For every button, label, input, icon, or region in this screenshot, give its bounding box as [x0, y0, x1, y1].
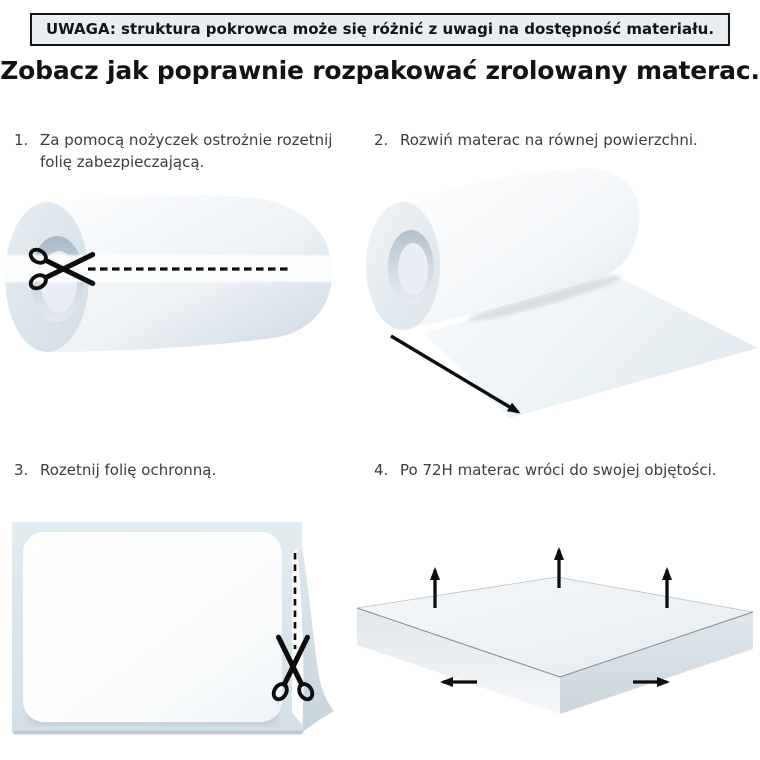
step-4-label [374, 459, 760, 481]
step-2-number: 2. [374, 131, 389, 149]
mattress-top-view [23, 532, 282, 722]
step-2-label [374, 129, 760, 151]
illustration-rolled-mattress-cut [0, 185, 340, 370]
notice-text: UWAGA: struktura pokrowca może się różnić z uwagi na dostępność materiału. [45, 20, 715, 38]
foil-peeled-flap [297, 546, 334, 733]
step-3-label [14, 459, 348, 481]
illustration-mattress-unrolling [360, 165, 760, 425]
step-4-text: Po 72H materac wróci do swojej objętości. [400, 461, 717, 479]
step-1-number: 1. [14, 131, 29, 149]
page-title: Zobacz jak poprawnie rozpakować zrolowany materac. [0, 56, 760, 85]
step-1-text: Za pomocą nożyczek ostrożnie rozetnij folię zabezpieczającą. [40, 131, 333, 171]
foil-bottom-shadow [14, 731, 302, 735]
step-3-number: 3. [14, 461, 29, 479]
step-4-number: 4. [374, 461, 389, 479]
notice-banner [30, 13, 730, 46]
mattress-roll-hole-inner [398, 243, 428, 295]
step-2-text: Rozwiń materac na równej powierzchni. [400, 131, 698, 149]
illustration-foil-cutting [0, 505, 345, 760]
step-3-text: Rozetnij folię ochronną. [40, 461, 217, 479]
step-1-label [14, 129, 348, 173]
illustration-mattress-expanding [353, 520, 757, 760]
